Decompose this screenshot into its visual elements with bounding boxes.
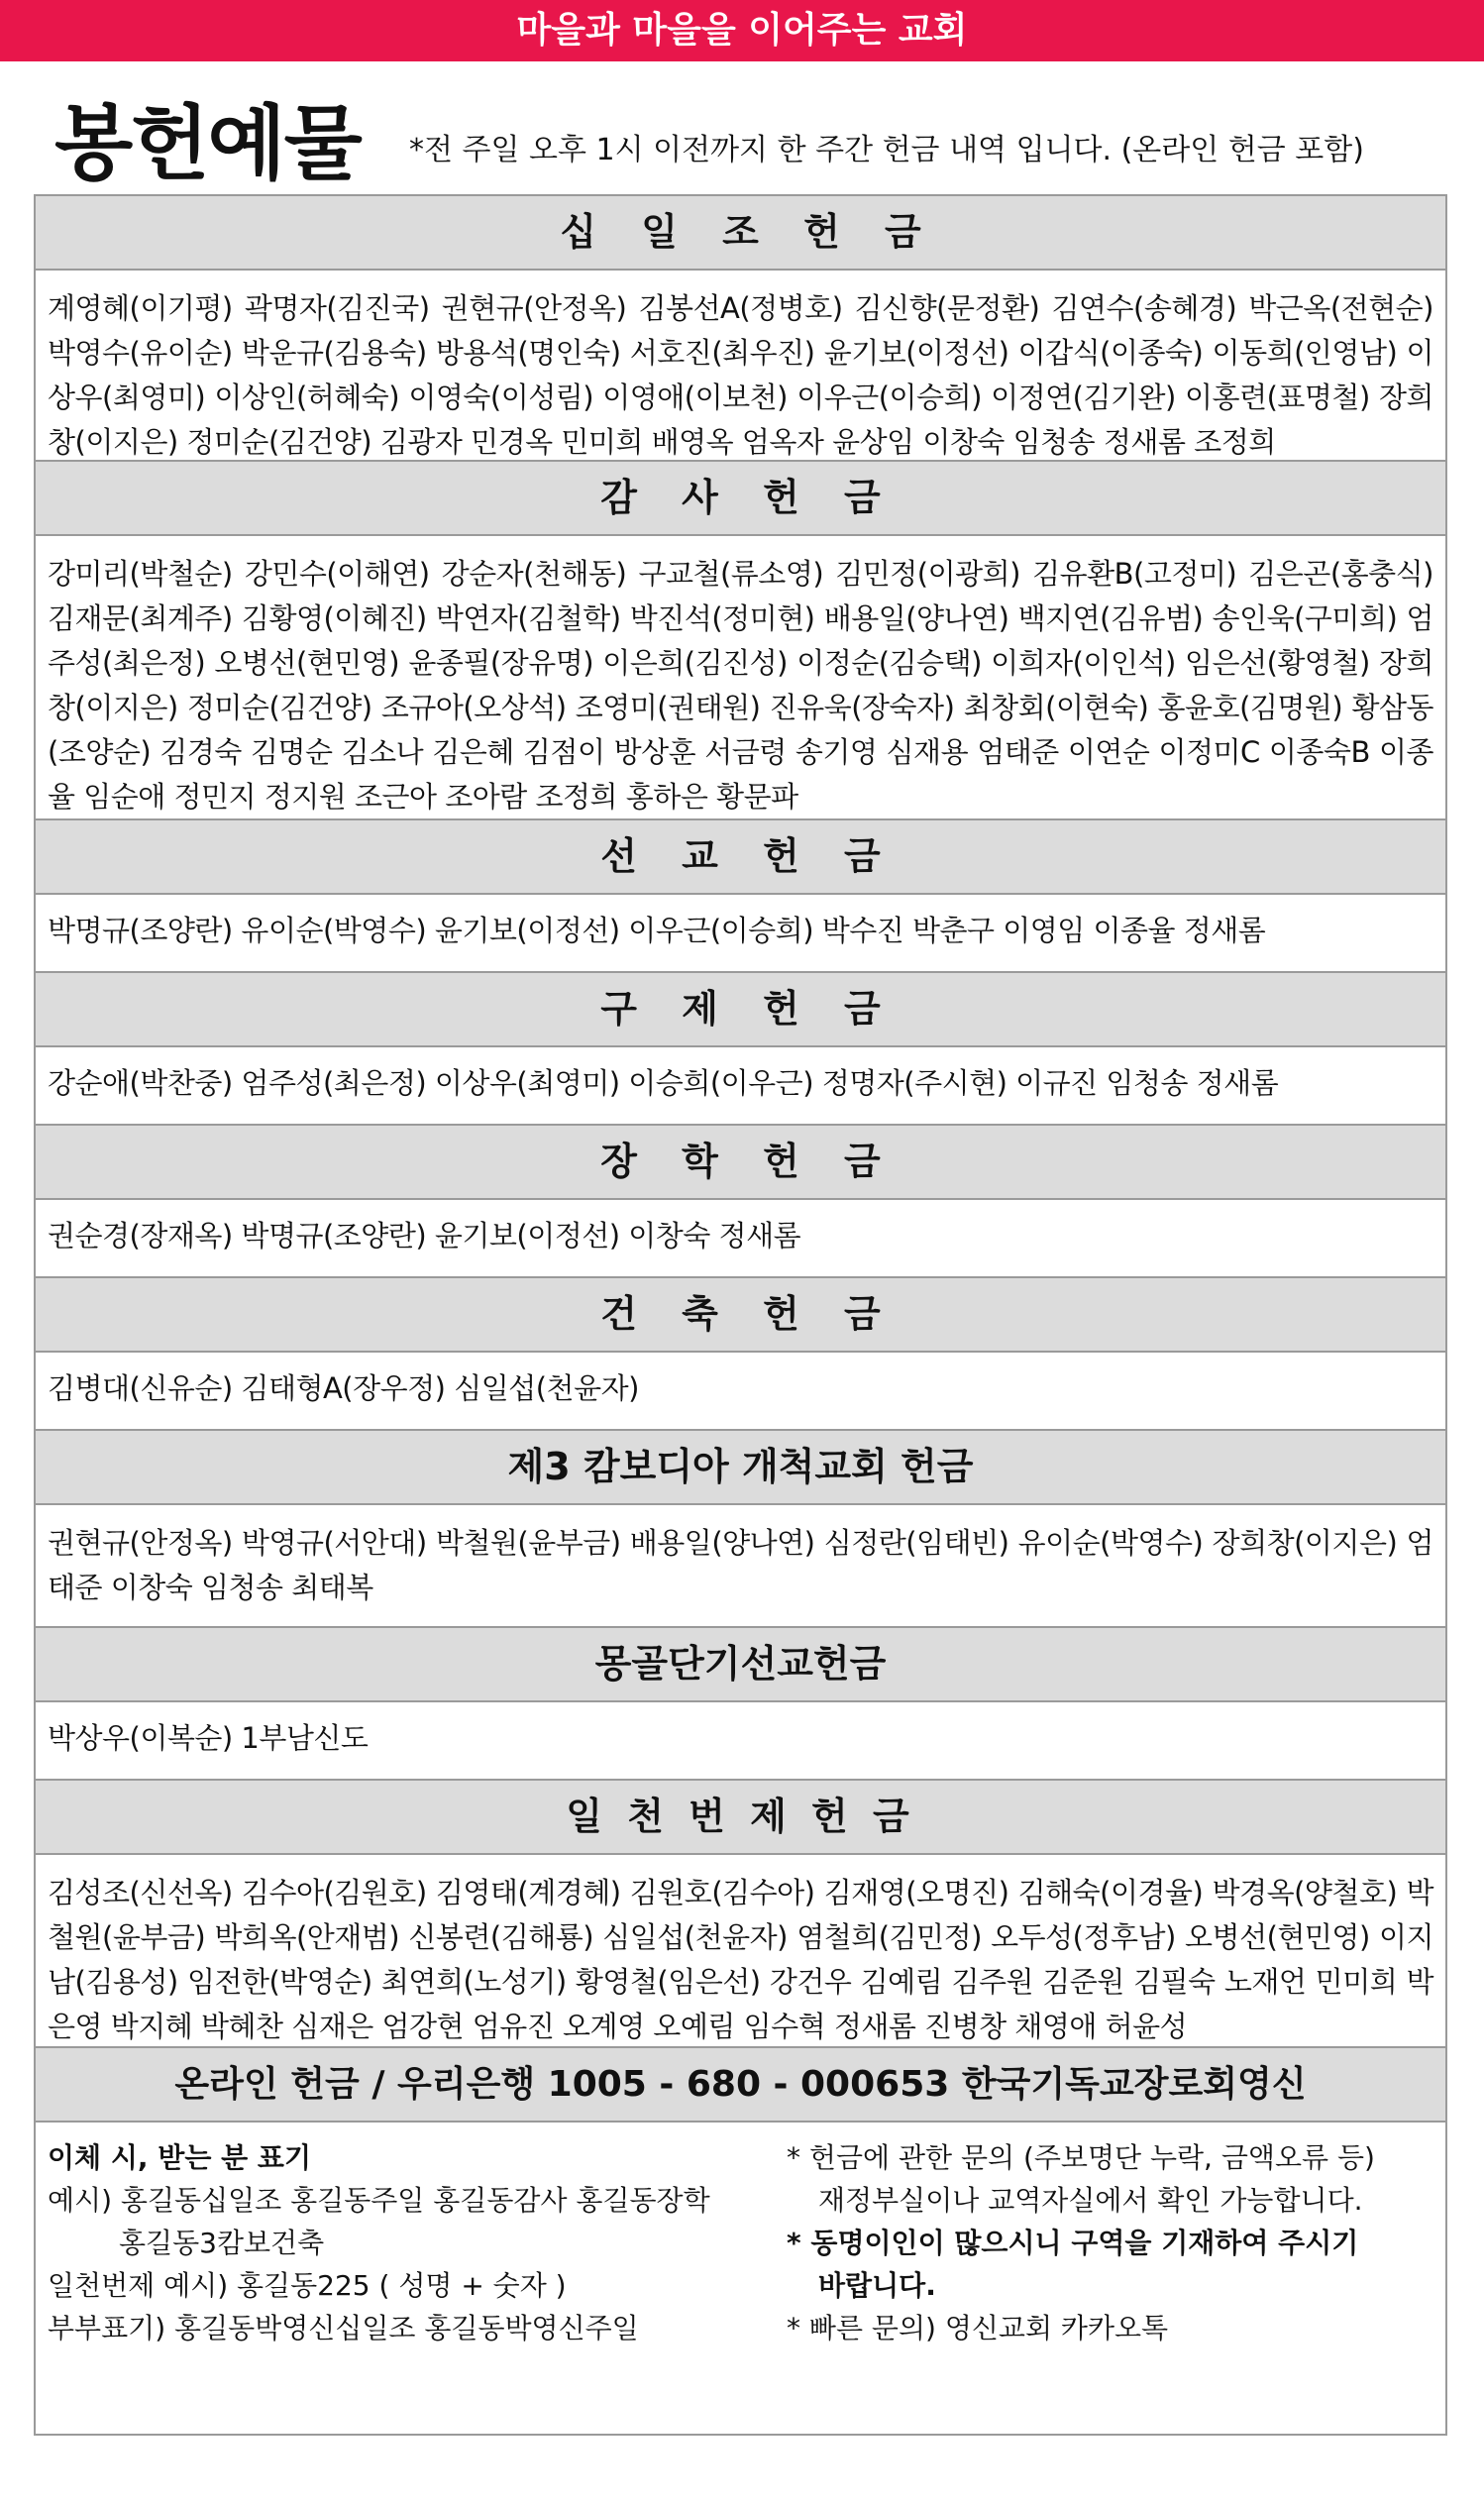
section-thousand-offerings — [36, 1781, 1445, 2048]
section-heading: 장 학 헌 금 — [36, 1126, 1445, 1200]
section-names: 김성조(신선옥) 김수아(김원호) 김영태(계경혜) 김원호(김수아) 김재영(오명진) 김해숙(이경율) 박경옥(양철호) 박철원(윤부금) 박희옥(안재범) 신봉련(김해룡) 심일섭(천윤자) 염철희(김민정) 오두성(정후남) 오병선(현민영) 이지남(김용성) 임전한(박영순) 최연희(노성기) 황영철(임은선) 강건우 김예림 김주원 김준원 김필숙 노재언 민미희 박은영 박지혜 박혜찬 심재은 엄강현 엄유진 오계영 오예림 임수혁 정새롬 진병창 채영애 허윤성 — [36, 1855, 1445, 2048]
banner: 마을과 마을을 이어주는 교회 — [0, 0, 1484, 61]
example-line: 일천번제 예시) 홍길동225 ( 성명 + 숫자 ) — [48, 2269, 567, 2302]
example-line: 예시) 홍길동십일조 홍길동주일 홍길동감사 홍길동장학 — [48, 2184, 710, 2217]
section-names: 박명규(조양란) 유이순(박영수) 윤기보(이정선) 이우근(이승희) 박수진 박춘구 이영임 이종율 정새롬 — [36, 895, 1445, 973]
section-thanks — [36, 462, 1445, 820]
section-tithe — [36, 196, 1445, 462]
section-mission — [36, 820, 1445, 973]
inquiry-notes — [787, 2136, 1440, 2349]
example-line: 홍길동3캄보건축 — [119, 2227, 325, 2259]
section-cambodia — [36, 1431, 1445, 1628]
section-names: 계영혜(이기평) 곽명자(김진국) 권현규(안정옥) 김봉선A(정병호) 김신향(문정환) 김연수(송혜경) 박근옥(전현순) 박영수(유이순) 박운규(김용숙) 방용석(명인숙) 서호진(최우진) 윤기보(이정선) 이갑식(이종숙) 이동희(인영남) 이상우(최영미) 이상인(허혜숙) 이영숙(이성림) 이영애(이보천) 이우근(이승희) 이정연(김기완) 이홍련(표명철) 장희창(이지은) 정미순(김건양) 김광자 민경옥 민미희 배영옥 엄옥자 윤상임 이창숙 임청송 정새롬 조정희 — [36, 271, 1445, 462]
section-names: 권현규(안정옥) 박영규(서안대) 박철원(윤부금) 배용일(양나연) 심정란(임태빈) 유이순(박영수) 장희창(이지은) 엄태준 이창숙 임청송 최태복 — [36, 1505, 1445, 1628]
section-names: 권순경(장재옥) 박명규(조양란) 윤기보(이정선) 이창숙 정새롬 — [36, 1200, 1445, 1278]
transfer-heading: 이체 시, 받는 분 표기 — [48, 2141, 312, 2174]
transfer-instructions — [48, 2136, 800, 2349]
section-relief — [36, 973, 1445, 1126]
section-heading: 선 교 헌 금 — [36, 820, 1445, 895]
section-scholarship — [36, 1126, 1445, 1278]
section-names: 강순애(박찬중) 엄주성(최은정) 이상우(최영미) 이승희(이우근) 정명자(주시현) 이규진 임청송 정새롬 — [36, 1047, 1445, 1126]
footer-notes — [36, 2123, 1445, 2378]
section-names: 강미리(박철순) 강민수(이해연) 강순자(천해동) 구교철(류소영) 김민정(이광희) 김유환B(고정미) 김은곤(홍충식) 김재문(최계주) 김황영(이혜진) 박연자(김철학) 박진석(정미현) 배용일(양나연) 백지연(김유범) 송인욱(구미희) 엄주성(최은정) 오병선(현민영) 윤종필(장유명) 이은희(김진성) 이정순(김승택) 이희자(이인석) 임은선(황영철) 장희창(이지은) 정미순(김건양) 조규아(오상석) 조영미(권태원) 진유욱(장숙자) 최창회(이현숙) 홍윤호(김명원) 황삼동(조양순) 김경숙 김명순 김소나 김은혜 김점이 방상훈 서금령 송기영 심재용 엄태준 이연순 이정미C 이종숙B 이종율 임순애 정민지 정지원 조근아 조아람 조정희 홍하은 황문파 — [36, 536, 1445, 820]
section-heading: 제3 캄보디아 개척교회 헌금 — [36, 1431, 1445, 1505]
note-line: 재정부실이나 교역자실에서 확인 가능합니다. — [818, 2184, 1363, 2217]
header — [0, 61, 1484, 192]
note-line: 바랍니다. — [818, 2269, 936, 2302]
section-heading: 몽골단기선교헌금 — [36, 1628, 1445, 1702]
section-heading: 일 천 번 제 헌 금 — [36, 1781, 1445, 1855]
section-names: 박상우(이복순) 1부남신도 — [36, 1702, 1445, 1781]
note-line: * 동명이인이 많으시니 구역을 기재하여 주시기 — [787, 2227, 1359, 2259]
example-line: 부부표기) 홍길동박영신십일조 홍길동박영신주일 — [48, 2312, 639, 2344]
section-heading: 감 사 헌 금 — [36, 462, 1445, 536]
online-offering-account: 온라인 헌금 / 우리은행 1005 - 680 - 000653 한국기독교장로회영신 — [36, 2048, 1445, 2123]
section-mongolia — [36, 1628, 1445, 1781]
section-heading: 십 일 조 헌 금 — [36, 196, 1445, 271]
note-line: * 빠른 문의) 영신교회 카카오톡 — [787, 2312, 1169, 2344]
note-line: * 헌금에 관한 문의 (주보명단 누락, 금액오류 등) — [787, 2141, 1375, 2174]
section-names: 김병대(신유순) 김태형A(장우정) 심일섭(천윤자) — [36, 1353, 1445, 1431]
header-note: *전 주일 오후 1시 이전까지 한 주간 헌금 내역 입니다. (온라인 헌금 포함) — [409, 133, 1364, 167]
offering-table — [34, 194, 1447, 2436]
section-building — [36, 1278, 1445, 1431]
section-heading: 구 제 헌 금 — [36, 973, 1445, 1047]
page-title: 봉헌예물 — [54, 97, 361, 191]
section-heading: 건 축 헌 금 — [36, 1278, 1445, 1353]
